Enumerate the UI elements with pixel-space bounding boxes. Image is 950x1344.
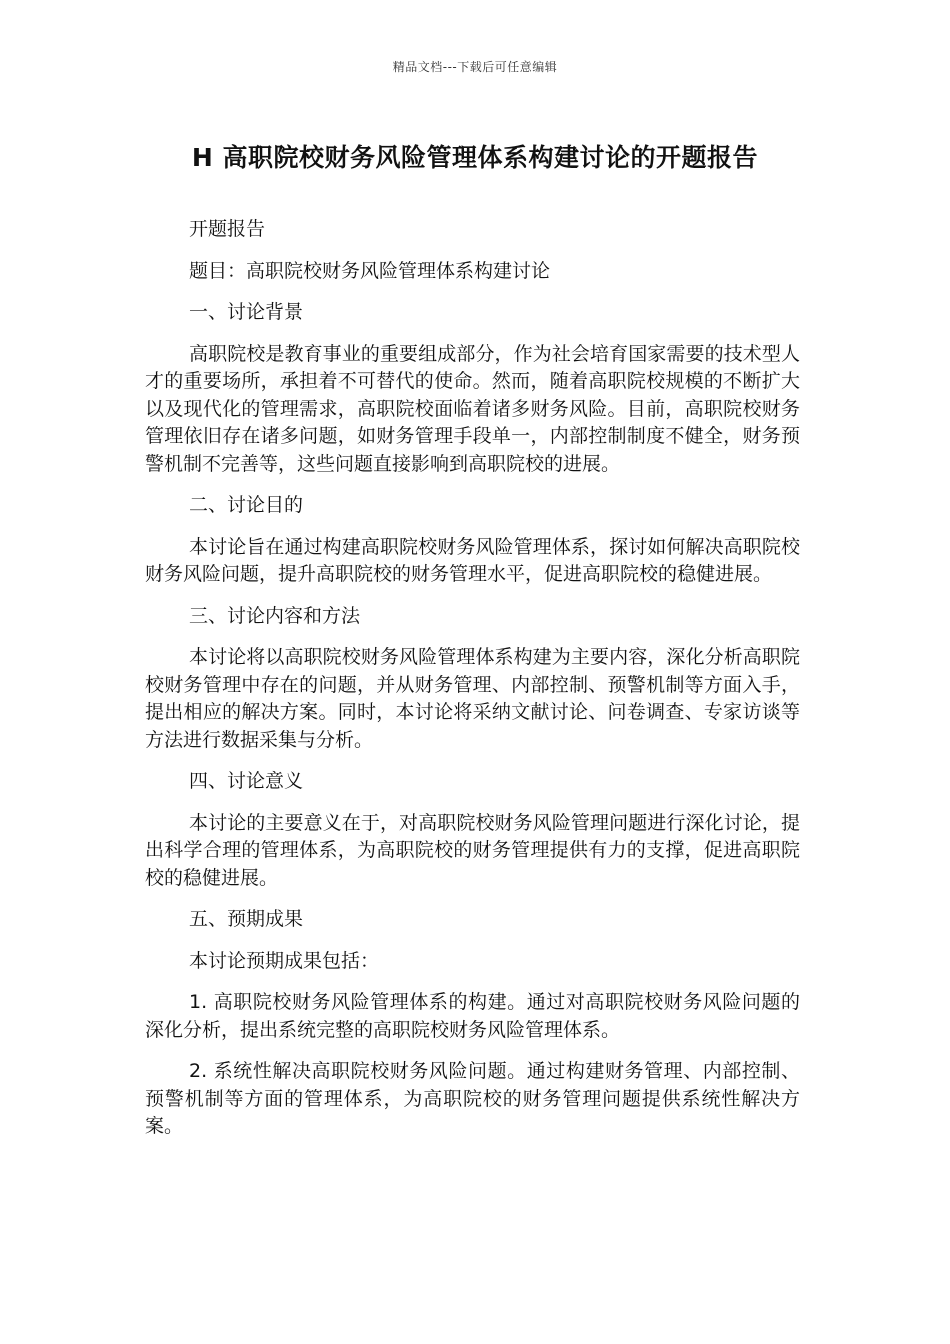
expected-result-item-1: 1. 高职院校财务风险管理体系的构建。通过对高职院校财务风险问题的深化分析，提出系统完整的高职院校财务风险管理体系。: [145, 991, 800, 1041]
document-title: H 高职院校财务风险管理体系构建讨论的开题报告: [191, 143, 759, 172]
section-heading-significance: 四、讨论意义: [189, 770, 304, 792]
paragraph-background: 高职院校是教育事业的重要组成部分，作为社会培育国家需要的技术型人才的重要场所，承担着不可替代的使命。然而，随着高职院校规模的不断扩大以及现代化的管理需求，高职院校面临着诸多财务风险。目前，高职院校财务管理依旧存在诸多问题，如财务管理手段单一，内部控制制度不健全，财务预警机制不完善等，这些问题直接影响到高职院校的进展。: [145, 342, 800, 475]
topic-line: 题目：高职院校财务风险管理体系构建讨论: [189, 259, 551, 282]
paragraph-purpose: 本讨论旨在通过构建高职院校财务风险管理体系，探讨如何解决高职院校财务风险问题，提升高职院校的财务管理水平，促进高职院校的稳健进展。: [145, 535, 800, 585]
paragraph-significance: 本讨论的主要意义在于，对高职院校财务风险管理问题进行深化讨论，提出科学合理的管理体系，为高职院校的财务管理提供有力的支撑，促进高职院校的稳健进展。: [145, 811, 800, 889]
paragraph-expected-intro: 本讨论预期成果包括：: [189, 949, 380, 972]
header-note: 精品文档---下载后可任意编辑: [392, 60, 558, 74]
section-heading-expected-results: 五、预期成果: [189, 908, 304, 930]
report-label: 开题报告: [189, 218, 266, 240]
section-heading-purpose: 二、讨论目的: [189, 494, 304, 516]
expected-result-item-2: 2. 系统性解决高职院校财务风险问题。通过构建财务管理、内部控制、预警机制等方面的管理体系，为高职院校的财务管理问题提供系统性解决方案。: [145, 1060, 800, 1137]
document-body: [145, 216, 800, 1155]
section-heading-background: 一、讨论背景: [189, 301, 304, 323]
section-heading-content-methods: 三、讨论内容和方法: [189, 604, 361, 627]
paragraph-content-methods: 本讨论将以高职院校财务风险管理体系构建为主要内容，深化分析高职院校财务管理中存在的问题，并从财务管理、内部控制、预警机制等方面入手，提出相应的解决方案。同时，本讨论将采纳文献讨论、问卷调查、专家访谈等方法进行数据采集与分析。: [145, 646, 800, 751]
